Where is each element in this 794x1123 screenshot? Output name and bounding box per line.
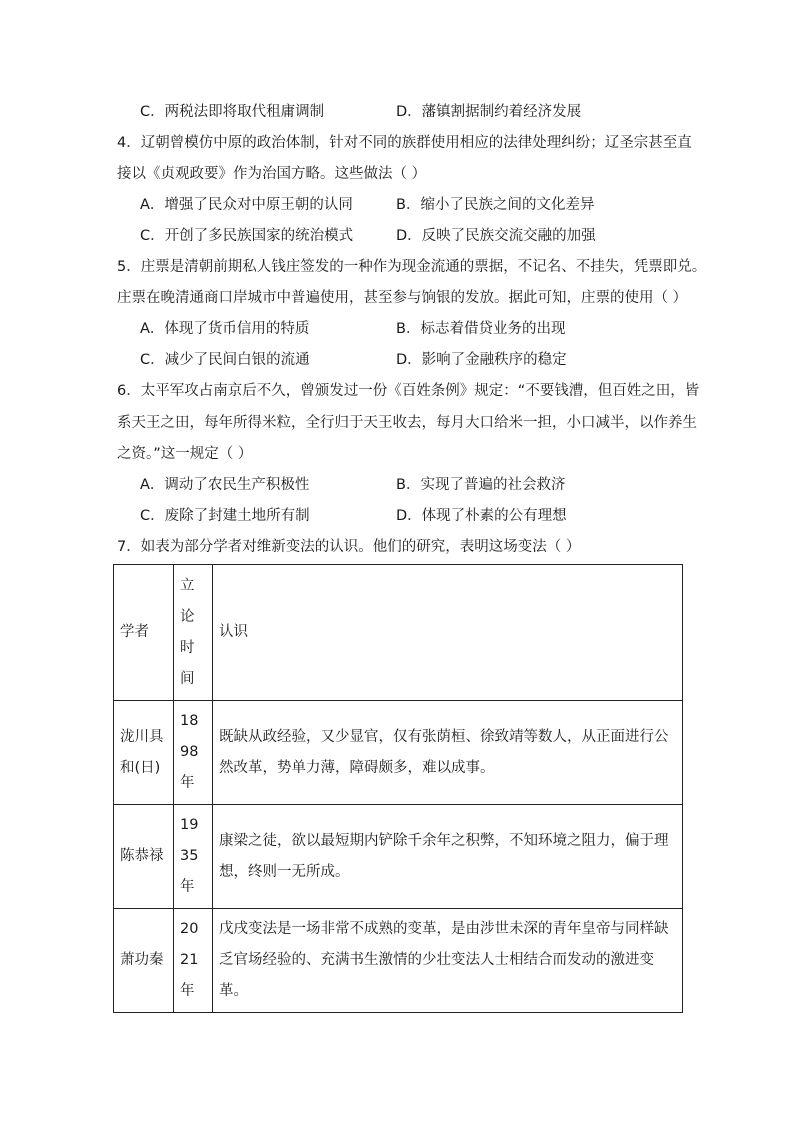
q5-option-a: A．体现了货币信用的特质 bbox=[140, 321, 310, 337]
cell-scholar: 泷川具和(日) bbox=[114, 701, 174, 805]
q4-option-b: B．缩小了民族之间的文化差异 bbox=[396, 197, 595, 213]
q6-option-d: D．体现了朴素的公有理想 bbox=[396, 508, 567, 524]
q4-option-d: D．反映了民族交流交融的加强 bbox=[396, 228, 596, 244]
q4-stem-line2: 接以《贞观政要》作为治国方略。这些做法（ ） bbox=[117, 166, 427, 182]
q3-option-c: C．两税法即将取代租庸调制 bbox=[140, 104, 325, 120]
q6-stem-line3: 之资。”这一规定（ ） bbox=[117, 446, 253, 462]
table-row bbox=[114, 909, 683, 1013]
q3-option-d: D．藩镇割据制约着经济发展 bbox=[396, 104, 582, 120]
cell-scholar: 萧功秦 bbox=[114, 909, 174, 1013]
q5-option-d: D．影响了金融秩序的稳定 bbox=[396, 352, 567, 368]
q5-option-c: C．减少了民间白银的流通 bbox=[140, 352, 310, 368]
scholars-table bbox=[113, 564, 683, 1013]
cell-year: 1935年 bbox=[174, 805, 213, 909]
q6-option-a: A．调动了农民生产积极性 bbox=[140, 477, 310, 493]
q5-option-b: B．标志着借贷业务的出现 bbox=[396, 321, 566, 337]
q5-stem-line1: 5．庄票是清朝前期私人钱庄签发的一种作为现金流通的票据，不记名、不挂失，凭票即兑。 bbox=[117, 259, 707, 275]
cell-view: 康梁之徒，欲以最短期内铲除千余年之积弊，不知环境之阻力，偏于理想，终则一无所成。 bbox=[213, 805, 683, 909]
table-row bbox=[114, 701, 683, 805]
table-header-row bbox=[114, 565, 683, 701]
q4-option-a: A．增强了民众对中原王朝的认同 bbox=[140, 197, 353, 213]
cell-view: 既缺从政经验，又少显官，仅有张荫桓、徐致靖等数人，从正面进行公然改革，势单力薄，障碍颇多，难以成事。 bbox=[213, 701, 683, 805]
q6-stem-line2: 系天王之田，每年所得米粒，全行归于天王收去，每月大口给米一担，小口减半，以作养生 bbox=[117, 415, 697, 431]
header-view: 认识 bbox=[213, 565, 683, 701]
header-year: 立论时间 bbox=[174, 565, 213, 701]
q6-option-b: B．实现了普遍的社会救济 bbox=[396, 477, 566, 493]
cell-year: 2021年 bbox=[174, 909, 213, 1013]
q6-stem-line1: 6．太平军攻占南京后不久，曾颁发过一份《百姓条例》规定：“不要钱漕，但百姓之田，皆 bbox=[117, 383, 700, 399]
q7-stem: 7．如表为部分学者对维新变法的认识。他们的研究，表明这场变法（ ） bbox=[117, 539, 581, 555]
q5-stem-line2: 庄票在晚清通商口岸城市中普遍使用，甚至参与饷银的发放。据此可知，庄票的使用（ ） bbox=[117, 290, 688, 306]
q6-option-c: C．废除了封建土地所有制 bbox=[140, 508, 310, 524]
q4-option-c: C．开创了多民族国家的统治模式 bbox=[140, 228, 354, 244]
header-scholar: 学者 bbox=[114, 565, 174, 701]
cell-view: 戊戌变法是一场非常不成熟的变革，是由涉世未深的青年皇帝与同样缺乏官场经验的、充满书生激情的少壮变法人士相结合而发动的激进变革。 bbox=[213, 909, 683, 1013]
cell-year: 1898年 bbox=[174, 701, 213, 805]
table-row bbox=[114, 805, 683, 909]
cell-scholar: 陈恭禄 bbox=[114, 805, 174, 909]
q4-stem-line1: 4．辽朝曾模仿中原的政治体制，针对不同的族群使用相应的法律处理纠纷；辽圣宗甚至直 bbox=[117, 135, 692, 151]
